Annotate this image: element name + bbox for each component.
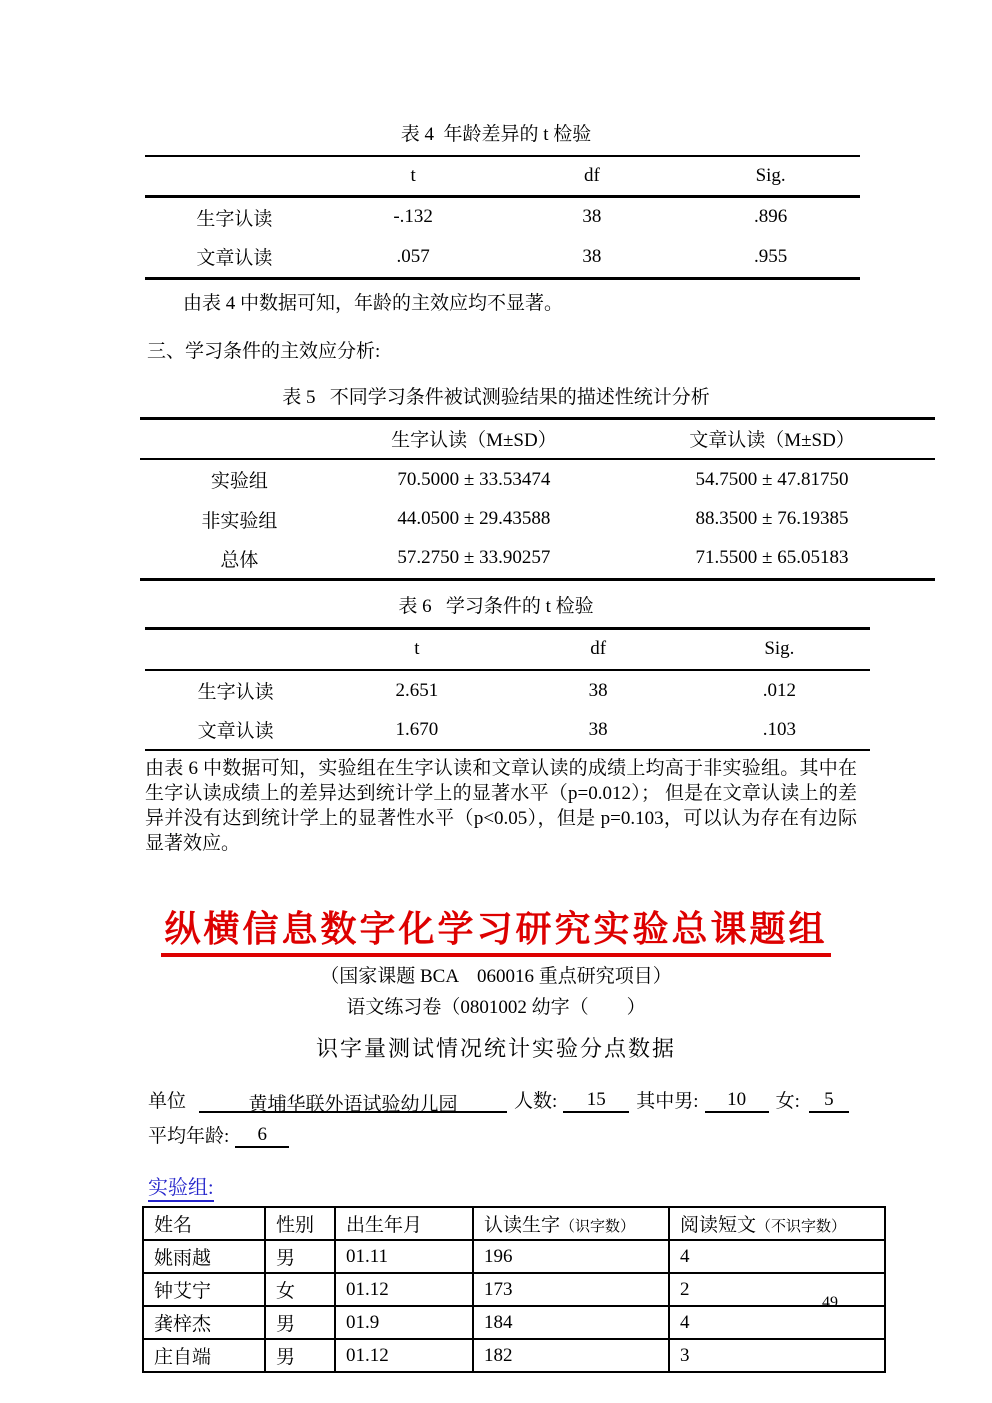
- table6-header-row: [145, 628, 870, 670]
- table6-discussion: 由表 6 中数据可知，实验组在生字认读和文章认读的成绩上均高于非实验组。其中在生字认读成绩上的差异达到统计学上的显著水平（p=0.012）； 但是在文章认读上的差异并没有达到统计学上的显著性水平（p<0.05），但是 p=0.103，可以认为存在有边际显著效应。: [145, 758, 857, 854]
- org-subtitle-paper: 语文练习卷（0801002 幼字（ ）: [346, 997, 646, 1019]
- header-name: 姓名: [143, 1207, 265, 1240]
- table6-header-t: t: [414, 638, 420, 660]
- cell-birth: 01.12: [335, 1273, 473, 1306]
- table5-header-col2: 文章认读（M±SD）: [689, 430, 855, 452]
- table-row: [145, 710, 870, 750]
- header-gender: 性别: [265, 1207, 335, 1240]
- table4: [145, 155, 860, 280]
- table-row: [145, 196, 860, 237]
- unit-info-line: [148, 1086, 992, 1116]
- table-row: [143, 1339, 885, 1372]
- header-passage-read: 阅读短文（不识字数）: [669, 1207, 885, 1240]
- table-row: [143, 1273, 885, 1306]
- male-label: 其中男:: [636, 1091, 699, 1113]
- page-number: 49: [822, 1294, 838, 1311]
- row-label: 总体: [220, 549, 259, 571]
- cell-msd2: 54.7500 ± 47.81750: [695, 468, 849, 490]
- table5-header-empty: [140, 418, 339, 459]
- table-row: [140, 499, 935, 539]
- cell-gender: 男: [265, 1339, 335, 1372]
- table5-title: 表 5 不同学习条件被试测验结果的描述性统计分析: [282, 386, 710, 408]
- cell-df: 38: [582, 245, 602, 267]
- table5: [140, 417, 935, 581]
- cell-passage: 3: [669, 1339, 885, 1372]
- cell-df: 38: [588, 718, 608, 740]
- org-subtitle-project: （国家课题 BCA 060016 重点研究项目）: [320, 966, 672, 988]
- cell-gender: 女: [265, 1273, 335, 1306]
- table5-header-row: [140, 418, 935, 459]
- data-section-title: 识字量测试情况统计实验分点数据: [315, 1036, 676, 1062]
- cell-birth: 01.12: [335, 1339, 473, 1372]
- header-birth: 出生年月: [335, 1207, 473, 1240]
- cell-sig: .103: [762, 718, 796, 740]
- row-label: 生字认读: [196, 208, 273, 230]
- cell-passage: 4: [669, 1240, 885, 1273]
- table6: [145, 627, 870, 752]
- section3-heading: 三、学习条件的主效应分析:: [147, 340, 381, 362]
- cell-passage: 4: [669, 1306, 885, 1339]
- avg-age-label: 平均年龄:: [148, 1126, 230, 1148]
- count-label: 人数:: [514, 1091, 558, 1113]
- table6-header-df: df: [590, 638, 607, 660]
- row-label: 生字认读: [197, 682, 274, 703]
- avg-age-line: [148, 1121, 992, 1148]
- table4-header-row: [145, 156, 860, 196]
- cell-msd2: 88.3500 ± 76.19385: [695, 508, 849, 529]
- cell-t: 2.651: [395, 679, 439, 701]
- table-row: [143, 1306, 885, 1339]
- cell-sig: .955: [754, 245, 788, 267]
- row-label: 文章认读: [196, 248, 273, 270]
- cell-t: -.132: [393, 206, 433, 228]
- row-label: 非实验组: [201, 510, 278, 532]
- cell-msd1: 70.5000 ± 33.53474: [397, 468, 551, 490]
- cell-passage: 2: [669, 1273, 885, 1306]
- cell-sig: .012: [762, 679, 796, 701]
- table6-header-empty: [145, 628, 326, 670]
- count-value-underline: 15: [563, 1089, 629, 1113]
- unit-value-underline: 黄埔华联外语试验幼儿园: [199, 1089, 507, 1113]
- table-row: [143, 1240, 885, 1273]
- cell-name: 庄自端: [143, 1339, 265, 1372]
- table5-header-col1: 生字认读（M±SD）: [391, 430, 557, 452]
- students-table: [142, 1206, 886, 1373]
- avg-age-value-underline: 6: [235, 1124, 289, 1148]
- cell-name: 钟艾宁: [143, 1273, 265, 1306]
- table6-header-sig: Sig.: [764, 638, 795, 660]
- cell-chars: 196: [473, 1240, 669, 1273]
- cell-chars: 184: [473, 1306, 669, 1339]
- table4-header-df: df: [583, 164, 600, 186]
- female-value-underline: 5: [809, 1089, 849, 1113]
- cell-gender: 男: [265, 1306, 335, 1339]
- experiment-group-label: 实验组:: [148, 1171, 992, 1200]
- students-header-row: [143, 1207, 885, 1240]
- cell-name: 龚梓杰: [143, 1306, 265, 1339]
- table4-header-t: t: [410, 164, 416, 186]
- cell-name: 姚雨越: [143, 1240, 265, 1273]
- table-row: [140, 459, 935, 499]
- table4-header-sig: Sig.: [755, 164, 786, 186]
- cell-df: 38: [588, 679, 608, 701]
- cell-birth: 01.9: [335, 1306, 473, 1339]
- org-title: 纵横信息数字化学习研究实验总课题组: [161, 909, 830, 957]
- cell-t: .057: [396, 245, 430, 267]
- table4-header-empty: [145, 156, 324, 196]
- table-row: [145, 237, 860, 278]
- cell-sig: .896: [754, 206, 788, 228]
- cell-t: 1.670: [395, 718, 439, 740]
- unit-label: 单位: [148, 1091, 187, 1113]
- table-row: [145, 670, 870, 710]
- cell-msd1: 57.2750 ± 33.90257: [397, 547, 551, 569]
- female-label: 女:: [775, 1091, 800, 1113]
- cell-chars: 173: [473, 1273, 669, 1306]
- row-label: 文章认读: [197, 721, 274, 742]
- table6-title: 表 6 学习条件的 t 检验: [398, 595, 594, 617]
- cell-chars: 182: [473, 1339, 669, 1372]
- cell-birth: 01.11: [335, 1240, 473, 1273]
- row-label: 实验组: [210, 471, 268, 492]
- cell-msd2: 71.5500 ± 65.05183: [695, 547, 849, 569]
- cell-df: 38: [582, 206, 602, 228]
- table4-title: 表 4 年龄差异的 t 检验: [400, 124, 592, 145]
- male-value-underline: 10: [705, 1089, 769, 1113]
- cell-msd1: 44.0500 ± 29.43588: [397, 508, 551, 529]
- table-row: [140, 539, 935, 579]
- cell-gender: 男: [265, 1240, 335, 1273]
- header-chars-read: 认读生字（识字数）: [473, 1207, 669, 1240]
- table4-note: 由表 4 中数据可知，年龄的主效应均不显著。: [183, 292, 564, 314]
